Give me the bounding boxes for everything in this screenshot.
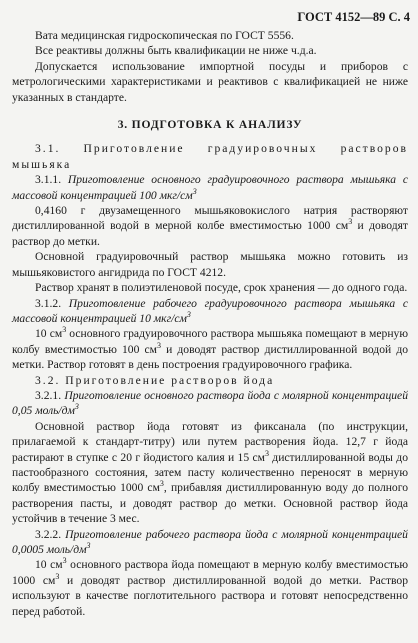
paragraph-3-2-1-title bbox=[12, 388, 408, 419]
clause-title: Приготовление основного раствора йода с молярной концентрацией 0,05 моль/$дм^3$ bbox=[12, 388, 408, 418]
clause-number: 3.1.2. bbox=[35, 296, 62, 310]
paragraph-3-1-1-body: 0,4160 г двузамещенного мышьяковокислого натрия растворяют дистиллированной водой в мерной колбе вместимостью 1000 $см^3$ и доводят раствор до метки. bbox=[12, 204, 408, 248]
paragraph-3-1-2-title bbox=[12, 296, 408, 327]
intro-line-3: Допускается использование импортной посуды и приборов с метрологическими характеристиками и реактивов с квалификацией не ниже указанных в стандарте. bbox=[12, 59, 408, 104]
section-title: 3. ПОДГОТОВКА К АНАЛИЗУ bbox=[117, 118, 303, 132]
paragraph-3-1-2-body: 10 $см^3$ основного градуировочного раствора мышьяка помещают в мерную колбу вместимостью 100 $см^3$ и доводят раствор дистиллированной водой до метки. Раствор готовят в день построения градуировочного графика. bbox=[12, 325, 409, 372]
heading-3-1: 3.1. Приготовление градуировочных растворов мышьяка bbox=[12, 142, 408, 171]
paragraph-3-1-1-title bbox=[12, 172, 408, 203]
clause-number: 3.1.1. bbox=[35, 173, 62, 187]
clause-number: 3.2.1. bbox=[35, 388, 62, 402]
heading-3-2: 3.2. Приготовление растворов йода bbox=[35, 373, 275, 387]
clause-title: Приготовление основного градуировочного раствора мышьяка с массовой концентрацией 100 мкг/$см^3$ bbox=[12, 173, 408, 202]
intro-line-1: Вата медицинская гидроскопическая по ГОСТ 5556. bbox=[35, 29, 294, 42]
paragraph-3-2-1-body: Основной раствор йода готовят из фиксанала (по инструкции, прилагаемой к стандарт-титру) или путем растворения йода. 12,7 г йода растирают в ступке с 20 г йодистого калия и 15 $см^3$ дистиллированной воды до пастообразного состояния, затем пасту количественно переносят в мерную колбу вместимостью 1000 $см^3$, прибавляя дистиллированную воду до полного растворения пасты, и доводят раствор до метки. Основной раствор йода устойчив в течение 3 мес. bbox=[12, 419, 408, 526]
paragraph-3-2-2-body: 10 $см^3$ основного раствора йода помещают в мерную колбу вместимостью 1000 $см^3$ и доводят раствор дистиллированной водой до метки. Раствор используют в качестве поглотительного раствора и готовят непосредственно перед работой. bbox=[12, 556, 409, 618]
paragraph-storage: Раствор хранят в полиэтиленовой посуде, срок хранения — до одного года. bbox=[35, 281, 408, 295]
intro-line-2: Все реактивы должны быть квалификации не ниже ч.д.а. bbox=[35, 44, 317, 58]
paragraph-3-2-2-title bbox=[12, 527, 408, 558]
clause-title: Приготовление рабочего градуировочного раствора мышьяка с массовой концентрацией 10 мкг/$см^3$ bbox=[12, 296, 408, 325]
paragraph-alternative: Основной градуировочный раствор мышьяка можно готовить из мышьяковистого ангидрида по ГОСТ 4212. bbox=[12, 250, 408, 279]
page-header: ГОСТ 4152—89 С. 4 bbox=[297, 10, 410, 24]
clause-number: 3.2.2. bbox=[35, 527, 62, 541]
clause-title: Приготовление рабочего раствора йода с молярной концентрацией 0,0005 моль/$дм^3$ bbox=[12, 527, 408, 556]
page-body bbox=[12, 28, 408, 619]
